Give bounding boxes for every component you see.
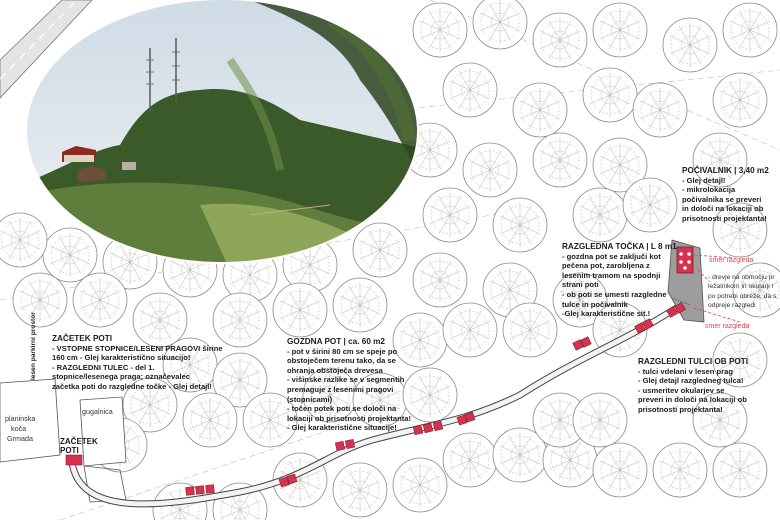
tree-canopy xyxy=(393,458,447,512)
note-resting-bench-line: prisotnosti projektanta! xyxy=(682,213,767,223)
timber-step xyxy=(433,421,443,431)
tree-canopy xyxy=(663,18,717,72)
note-forest-path-line: obstoječem terenu tako, da se xyxy=(287,356,396,366)
timber-step xyxy=(186,487,195,496)
tree-canopy xyxy=(653,443,707,497)
tree-canopy xyxy=(333,463,387,517)
note-viewpoint-line: - gozdna pot se zaključi kot xyxy=(562,251,661,261)
tree-canopy xyxy=(443,63,497,117)
tree-canopy xyxy=(333,278,387,332)
tree-canopy xyxy=(713,73,767,127)
start-label xyxy=(60,437,98,455)
tree-canopy xyxy=(43,228,97,282)
timber-step xyxy=(196,486,205,495)
timber-step xyxy=(345,439,354,448)
tree-canopy xyxy=(463,143,517,197)
tree-canopy xyxy=(443,433,497,487)
note-trail-start xyxy=(52,334,223,392)
tree-canopy xyxy=(723,3,777,57)
note-trail-start-title: ZAČETEK POTI xyxy=(52,334,113,343)
note-viewpoint-line: -Glej karakteristične sit.! xyxy=(562,309,651,319)
tree-canopy xyxy=(413,253,467,307)
tree-canopy xyxy=(503,303,557,357)
timber-step xyxy=(423,423,433,433)
note-forest-path-line: lokaciji ob prisotnosti projektanta! xyxy=(287,413,412,423)
note-trail-start-line: 160 cm - Glej karakteristično situacijo! xyxy=(52,353,191,363)
start-marker xyxy=(66,455,82,465)
note-resting-bench-line: - mikrolokacija xyxy=(682,185,736,195)
tree-canopy xyxy=(13,273,67,327)
note-trail-start-line: - VSTOPNE STOPNICE/LESENI PRAGOVI širine xyxy=(52,343,223,353)
tree-canopy xyxy=(533,13,587,67)
tree-canopy xyxy=(443,303,497,357)
tree-canopy xyxy=(73,273,127,327)
timber-step xyxy=(206,485,215,494)
hut-label-line-3: Grmada xyxy=(7,434,33,443)
note-viewpoint-line: tulce in počivalnik xyxy=(562,299,628,309)
tree-canopy xyxy=(473,0,527,49)
note-resting-bench-line: počivalnika se preveri xyxy=(682,194,762,204)
tree-canopy xyxy=(423,188,477,242)
tree-canopy xyxy=(593,3,647,57)
tree-canopy xyxy=(273,283,327,337)
note-viewing-tubes-line: - Glej detajl razgledneg tulca! xyxy=(638,376,744,386)
tree-canopy xyxy=(493,198,547,252)
note-viewing-tubes-line: prisotnosti projektanta! xyxy=(638,404,723,414)
note-viewpoint-line: - ob poti se umesti razgledne xyxy=(562,289,667,299)
note-resting-bench-line: - Glej detajl! xyxy=(682,175,726,185)
tree-pruning-line-3: po potrebi obreže, da s xyxy=(708,292,777,300)
tree-canopy xyxy=(573,188,627,242)
tree-canopy xyxy=(633,83,687,137)
view-direction-label-1: smer razgleda xyxy=(709,257,754,264)
tree-canopy xyxy=(0,213,47,267)
tree-canopy xyxy=(353,223,407,277)
start-label-line-2: POTI xyxy=(60,446,79,455)
note-viewing-tubes xyxy=(638,357,748,415)
tree-canopy xyxy=(713,443,767,497)
note-viewpoint-line: strani poti xyxy=(562,280,599,290)
resting-bench xyxy=(677,247,693,273)
note-forest-path xyxy=(287,337,411,433)
tree-pruning-line-1: - drevje na območju pr xyxy=(708,274,775,281)
note-viewing-tubes-line: - usmeritev okularjev se xyxy=(638,385,725,395)
tree-canopy xyxy=(513,83,567,137)
note-viewpoint-title: RAZGLEDNA TOČKA | L 8 m1 xyxy=(562,242,677,251)
start-label-line-1: ZAČETEK xyxy=(60,437,98,446)
note-trail-start-line: - RAZGLEDNI TULEC - del 1. xyxy=(52,362,155,372)
vertical-parking-label: lesen parkirni prostor xyxy=(30,312,37,380)
note-viewpoint-line: pečena pot, zarobljena z xyxy=(562,261,650,271)
tree-canopy xyxy=(593,443,647,497)
tree-pruning-line-4: odpreje razgledi xyxy=(708,302,756,310)
note-forest-path-line: (stopnicami) xyxy=(287,394,333,404)
tree-pruning-line-2: ležalnikom in okularji r xyxy=(708,283,774,291)
note-viewing-tubes-line: preveri in določi na lokaciji ob xyxy=(638,395,747,405)
tree-canopy xyxy=(403,368,457,422)
note-viewpoint-line: lesenim tramom na spodnji xyxy=(562,270,661,280)
note-forest-path-line: - pot v širini 80 cm se speje po xyxy=(287,346,398,356)
hut-label-line-2: koča xyxy=(11,424,27,433)
note-forest-path-title: GOZDNA POT | ca. 60 m2 xyxy=(287,337,385,346)
tree-canopy xyxy=(183,393,237,447)
note-forest-path-line: premaguje z lesenimi pragovi xyxy=(287,384,394,394)
tree-canopy xyxy=(533,133,587,187)
note-forest-path-line: - višinske razlike se v segmentih xyxy=(287,375,405,385)
timber-step xyxy=(335,441,344,450)
hut-label-line-1: planinska xyxy=(5,414,36,423)
tree-canopy xyxy=(583,68,637,122)
tree-pruning-note xyxy=(708,273,776,311)
hut-label xyxy=(5,414,35,444)
note-forest-path-line: - Glej karakteristične situacije! xyxy=(287,423,397,433)
note-trail-start-line: stopnice/lesenega praga; označevalec xyxy=(52,372,191,382)
note-viewing-tubes-line: - tulci vdelani v lesen prag xyxy=(638,366,733,376)
tree-canopy xyxy=(623,178,677,232)
swing-label: gugalnica xyxy=(82,407,113,416)
tree-canopy xyxy=(573,393,627,447)
note-viewpoint xyxy=(562,242,677,319)
timber-step xyxy=(413,425,423,435)
note-viewing-tubes-title: RAZGLEDNI TULCI OB POTI xyxy=(638,357,749,366)
view-direction-label-2: smer razgleda xyxy=(705,323,750,330)
note-resting-bench-line: in določi na lokaciji ob xyxy=(682,204,764,214)
note-forest-path-line: - točen potek poti se določi na xyxy=(287,404,397,414)
note-resting-bench-title: POČIVALNIK | 3,40 m2 xyxy=(682,166,769,175)
tree-canopy xyxy=(413,3,467,57)
note-forest-path-line: ohranja obstoječa drevesa xyxy=(287,365,383,375)
note-resting-bench xyxy=(682,166,769,224)
note-trail-start-line: začetka poti do razgledne točke - Glej detajl! xyxy=(52,381,212,391)
